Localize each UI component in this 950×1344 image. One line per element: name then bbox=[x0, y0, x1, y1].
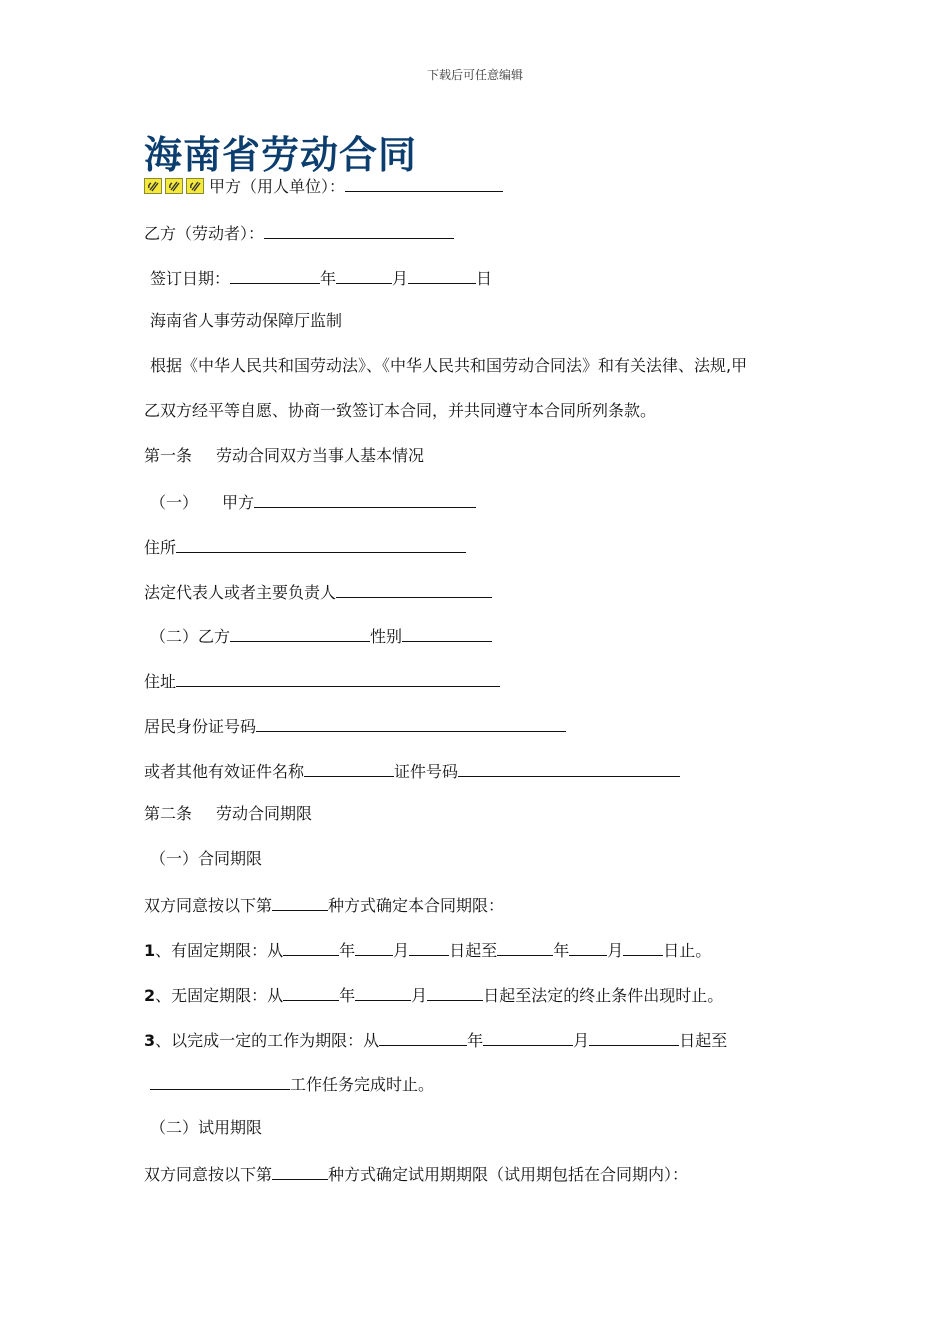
term-heading: （一）合同期限 bbox=[150, 849, 263, 868]
header-note: 下载后可任意编辑 bbox=[426, 68, 523, 82]
probation-intro-prefix: 双方同意按以下第 bbox=[144, 1165, 273, 1184]
month-label: 月 bbox=[393, 941, 410, 960]
party-a-blank[interactable] bbox=[345, 174, 503, 192]
preamble-line-1: 根据《中华人民共和国劳动法》、《中华人民共和国劳动合同法》和有关法律、法规,甲 bbox=[150, 356, 748, 375]
sign-year-blank[interactable] bbox=[230, 266, 320, 284]
day-label: 日 bbox=[476, 269, 493, 288]
term-intro-line bbox=[144, 893, 504, 917]
year-label: 年 bbox=[467, 1031, 484, 1050]
from-month-blank[interactable] bbox=[483, 1028, 573, 1046]
option-text: 、以完成一定的工作为期限：从 bbox=[155, 1031, 380, 1050]
other-id-label: 或者其他有效证件名称 bbox=[144, 762, 305, 781]
month-label: 月 bbox=[607, 941, 624, 960]
from-year-blank[interactable] bbox=[283, 938, 339, 956]
id-number-label: 居民身份证号码 bbox=[144, 717, 257, 736]
gender-label: 性别 bbox=[370, 627, 403, 646]
from-month-blank[interactable] bbox=[355, 983, 411, 1001]
sign-day-blank[interactable] bbox=[408, 266, 476, 284]
address-blank[interactable] bbox=[176, 669, 500, 687]
legal-rep-line bbox=[144, 580, 492, 604]
probation-heading: （二）试用期限 bbox=[150, 1118, 263, 1137]
other-id-number-blank[interactable] bbox=[458, 759, 680, 777]
party-b-name-blank[interactable] bbox=[230, 624, 370, 642]
year-label: 年 bbox=[553, 941, 570, 960]
party-b-blank[interactable] bbox=[264, 221, 454, 239]
other-id-name-blank[interactable] bbox=[304, 759, 394, 777]
paperclip-icon bbox=[144, 178, 162, 194]
party-b-line bbox=[144, 221, 454, 245]
month-label: 月 bbox=[411, 986, 428, 1005]
party-a-line bbox=[144, 174, 503, 200]
task-blank[interactable] bbox=[150, 1072, 290, 1090]
article-number: 第一条 bbox=[144, 446, 193, 465]
article-title: 劳动合同期限 bbox=[216, 804, 313, 823]
option-1-line bbox=[144, 938, 711, 962]
article-1-heading bbox=[144, 445, 424, 467]
party-a-label: 甲方（用人单位）： bbox=[209, 177, 346, 196]
article-number: 第二条 bbox=[144, 804, 193, 823]
option-3-line bbox=[144, 1028, 727, 1052]
option-3-end-line bbox=[150, 1072, 434, 1096]
option-number: 2 bbox=[144, 986, 156, 1005]
from-day-blank[interactable] bbox=[409, 938, 449, 956]
option-number: 1 bbox=[144, 941, 156, 960]
item-label: 甲方 bbox=[222, 493, 255, 512]
gender-blank[interactable] bbox=[402, 624, 492, 642]
residence-label: 住所 bbox=[144, 538, 177, 557]
from-month-blank[interactable] bbox=[355, 938, 393, 956]
icon-group bbox=[144, 178, 207, 200]
end-label: 日起至法定的终止条件出现时止。 bbox=[483, 986, 724, 1005]
month-label: 月 bbox=[392, 269, 409, 288]
from-day-blank[interactable] bbox=[427, 983, 483, 1001]
probation-option-blank[interactable] bbox=[272, 1162, 328, 1180]
other-id-line bbox=[144, 759, 680, 783]
document-title: 海南省劳动合同 bbox=[144, 133, 418, 177]
residence-line bbox=[144, 535, 466, 559]
from-year-blank[interactable] bbox=[283, 983, 339, 1001]
option-number: 3 bbox=[144, 1031, 156, 1050]
other-id-number-label: 证件号码 bbox=[394, 762, 459, 781]
article-2-heading bbox=[144, 803, 312, 825]
paperclip-icon bbox=[165, 178, 183, 194]
end-label: 日起至 bbox=[679, 1031, 728, 1050]
address-label: 住址 bbox=[144, 672, 177, 691]
party-b-label: 乙方（劳动者）： bbox=[144, 224, 265, 243]
term-intro-prefix: 双方同意按以下第 bbox=[144, 896, 273, 915]
preamble-line-2: 乙双方经平等自愿、协商一致签订本合同，并共同遵守本合同所列条款。 bbox=[144, 401, 657, 420]
option-3-end-label: 工作任务完成时止。 bbox=[290, 1075, 435, 1094]
item-2-line bbox=[150, 624, 492, 648]
to-month-blank[interactable] bbox=[569, 938, 607, 956]
item-number: （一） bbox=[150, 493, 199, 512]
from-day-blank[interactable] bbox=[589, 1028, 679, 1046]
to-day-blank[interactable] bbox=[623, 938, 663, 956]
year-label: 年 bbox=[339, 986, 356, 1005]
article-title: 劳动合同双方当事人基本情况 bbox=[216, 446, 425, 465]
party-a-name-blank[interactable] bbox=[254, 490, 476, 508]
to-year-blank[interactable] bbox=[497, 938, 553, 956]
option-text: 、有固定期限：从 bbox=[155, 941, 284, 960]
id-number-blank[interactable] bbox=[256, 714, 566, 732]
probation-intro-suffix: 种方式确定试用期期限（试用期包括在合同期内）： bbox=[328, 1165, 689, 1184]
term-intro-suffix: 种方式确定本合同期限： bbox=[328, 896, 505, 915]
day-from-label: 日起至 bbox=[449, 941, 498, 960]
item-1-line bbox=[150, 490, 476, 514]
supervision-line: 海南省人事劳动保障厅监制 bbox=[150, 311, 343, 330]
end-label: 日止。 bbox=[663, 941, 712, 960]
id-number-line bbox=[144, 714, 566, 738]
paperclip-icon bbox=[186, 178, 204, 194]
legal-rep-label: 法定代表人或者主要负责人 bbox=[144, 583, 337, 602]
item-2-label: （二）乙方 bbox=[150, 627, 231, 646]
sign-month-blank[interactable] bbox=[336, 266, 392, 284]
option-text: 、无固定期限：从 bbox=[155, 986, 284, 1005]
option-2-line bbox=[144, 983, 723, 1007]
probation-intro-line bbox=[144, 1162, 688, 1186]
sign-date-label: 签订日期： bbox=[150, 269, 231, 288]
residence-blank[interactable] bbox=[176, 535, 466, 553]
from-year-blank[interactable] bbox=[379, 1028, 467, 1046]
address-line bbox=[144, 669, 500, 693]
month-label: 月 bbox=[573, 1031, 590, 1050]
legal-rep-blank[interactable] bbox=[336, 580, 492, 598]
year-label: 年 bbox=[339, 941, 356, 960]
sign-date-line bbox=[150, 266, 492, 290]
term-option-blank[interactable] bbox=[272, 893, 328, 911]
year-label: 年 bbox=[320, 269, 337, 288]
